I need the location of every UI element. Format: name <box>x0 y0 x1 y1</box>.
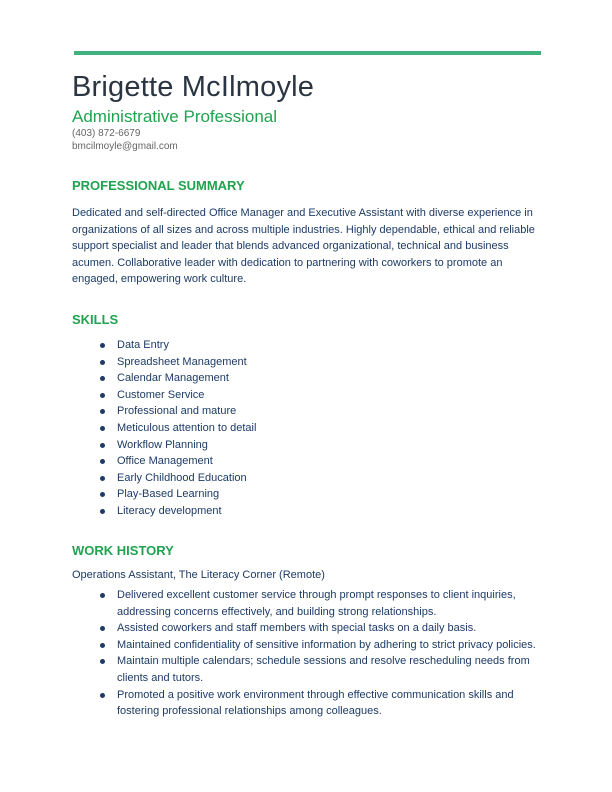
job-title: Operations Assistant, The Literacy Corner (Remote) <box>72 569 325 581</box>
bullet-icon <box>100 593 105 598</box>
skill-label: Professional and mature <box>117 405 237 418</box>
skill-label: Workflow Planning <box>117 438 208 451</box>
skill-item <box>72 387 542 404</box>
skills-heading: SKILLS <box>72 312 119 327</box>
duty-item <box>72 620 542 637</box>
header-divider <box>74 51 541 55</box>
skill-label: Calendar Management <box>117 372 229 385</box>
duty-item <box>72 637 542 654</box>
bullet-icon <box>100 426 105 431</box>
bullet-icon <box>100 376 105 381</box>
duty-item <box>72 653 542 686</box>
duty-text: Delivered excellent customer service through prompt responses to client inquiries, addressing concerns effectively, and building strong relationships. <box>117 589 516 618</box>
skill-item <box>72 470 542 487</box>
duty-text: Assisted coworkers and staff members with special tasks on a daily basis. <box>117 622 477 635</box>
candidate-title: Administrative Professional <box>72 107 278 126</box>
bullet-icon <box>100 659 105 664</box>
skill-item <box>72 437 542 454</box>
summary-heading: PROFESSIONAL SUMMARY <box>72 178 245 193</box>
duty-item <box>72 687 542 720</box>
bullet-icon <box>100 626 105 631</box>
bullet-icon <box>100 343 105 348</box>
work-history-heading: WORK HISTORY <box>72 543 174 558</box>
duty-text: Maintained confidentiality of sensitive information by adhering to strict privacy policies. <box>117 638 536 651</box>
skill-label: Customer Service <box>117 388 205 401</box>
bullet-icon <box>100 693 105 698</box>
skill-label: Play-Based Learning <box>117 488 220 501</box>
job-duties-list <box>72 587 542 720</box>
skill-item <box>72 403 542 420</box>
skill-item <box>72 486 542 503</box>
skill-label: Data Entry <box>117 339 169 351</box>
bullet-icon <box>100 393 105 398</box>
skills-list <box>72 337 542 520</box>
summary-text: Dedicated and self-directed Office Manager and Executive Assistant with diverse experience in organizations of all sizes and across multiple industries. Highly dependable, ethical and reliable support specialist and leader that blends advanced organizational, technical and business acumen. Collaborative leader with dedication to partnering with coworkers to promote an engaged, empowering work culture. <box>72 207 535 286</box>
bullet-icon <box>100 360 105 365</box>
skill-item <box>72 503 542 520</box>
email-address: bmcilmoyle@gmail.com <box>72 141 178 152</box>
phone-number: (403) 872-6679 <box>72 128 141 139</box>
skill-item <box>72 370 542 387</box>
duty-text: Promoted a positive work environment through effective communication skills and fostering professional relationships among colleagues. <box>117 688 514 718</box>
skill-item <box>72 337 542 354</box>
bullet-icon <box>100 643 105 648</box>
bullet-icon <box>100 443 105 448</box>
duty-text: Maintain multiple calendars; schedule sessions and resolve rescheduling needs from clients and tutors. <box>117 655 530 684</box>
bullet-icon <box>100 409 105 414</box>
candidate-name: Brigette McIlmoyle <box>72 71 315 103</box>
skill-label: Meticulous attention to detail <box>117 421 257 434</box>
skill-item <box>72 420 542 437</box>
skill-item <box>72 453 542 470</box>
skill-label: Spreadsheet Management <box>117 355 247 368</box>
bullet-icon <box>100 476 105 481</box>
skill-item <box>72 354 542 371</box>
bullet-icon <box>100 509 105 514</box>
bullet-icon <box>100 492 105 497</box>
skill-label: Early Childhood Education <box>117 471 247 484</box>
bullet-icon <box>100 459 105 464</box>
duty-item <box>72 587 542 620</box>
skill-label: Office Management <box>117 455 213 468</box>
skill-label: Literacy development <box>117 504 222 517</box>
